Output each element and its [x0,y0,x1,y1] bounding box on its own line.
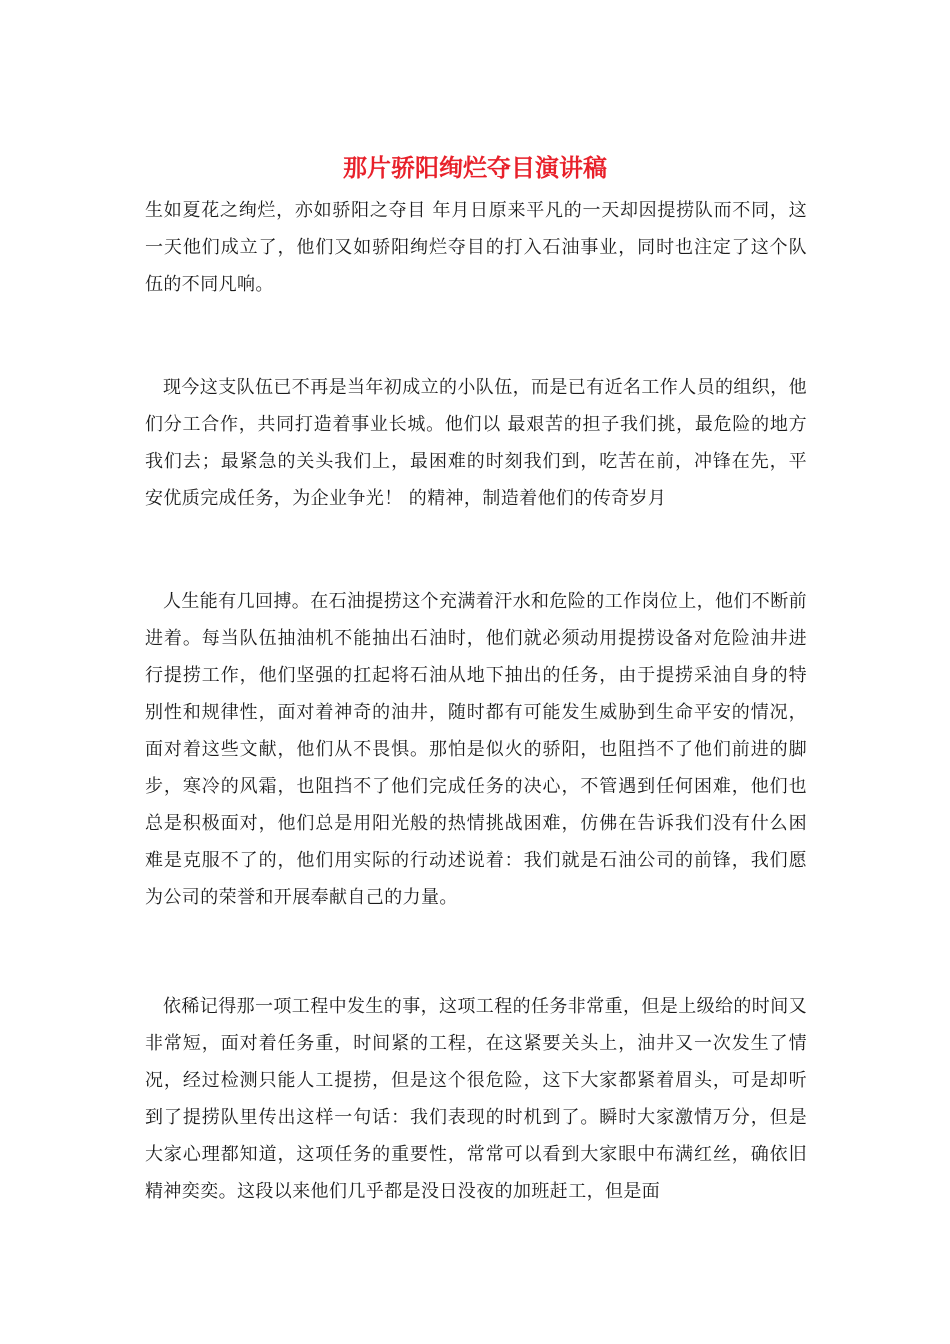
paragraph-1: 生如夏花之绚烂，亦如骄阳之夺目 年月日原来平凡的一天却因提捞队而不同，这一天他们成立了，他们又如骄阳绚烂夺目的打入石油事业，同时也注定了这个队伍的不同凡响。 [145,200,807,295]
paragraph-4: 依稀记得那一项工程中发生的事，这项工程的任务非常重，但是上级给的时间又非常短，面对着任务重，时间紧的工程，在这紧要关头上，油井又一次发生了情况，经过检测只能人工提捞，但是这个很危险，这下大家都紧着眉头，可是却听到了提捞队里传出这样一句话：我们表现的时机到了。瞬时大家激情万分，但是大家心理都知道，这项任务的重要性，常常可以看到大家眼中布满红丝，确依旧精神奕奕。这段以来他们几乎都是没日没夜的加班赶工，但是面 [145,996,807,1202]
paragraph-2: 现今这支队伍已不再是当年初成立的小队伍，而是已有近名工作人员的组织，他们分工合作，共同打造着事业长城。他们以 最艰苦的担子我们挑，最危险的地方我们去；最紧急的关头我们上，最困难的时刻我们到，吃苦在前，冲锋在先，平安优质完成任务，为企业争光！ 的精神，制造着他们的传奇岁月 [145,377,807,509]
paragraph-3: 人生能有几回搏。在石油提捞这个充满着汗水和危险的工作岗位上，他们不断前进着。每当队伍抽油机不能抽出石油时，他们就必须动用提捞设备对危险油井进行提捞工作，他们坚强的扛起将石油从地下抽出的任务，由于提捞采油自身的特别性和规律性，面对着神奇的油井，随时都有可能发生威胁到生命平安的情况，面对着这些文献，他们从不畏惧。那怕是似火的骄阳，也阻挡不了他们前进的脚步，寒冷的风霜，也阻挡不了他们完成任务的决心，不管遇到任何困难，他们也总是积极面对，他们总是用阳光般的热情挑战困难，仿佛在告诉我们没有什么困难是克服不了的，他们用实际的行动述说着：我们就是石油公司的前锋，我们愿为公司的荣誉和开展奉献自己的力量。 [145,591,807,908]
document-title: 那片骄阳绚烂夺目演讲稿 [343,153,607,182]
